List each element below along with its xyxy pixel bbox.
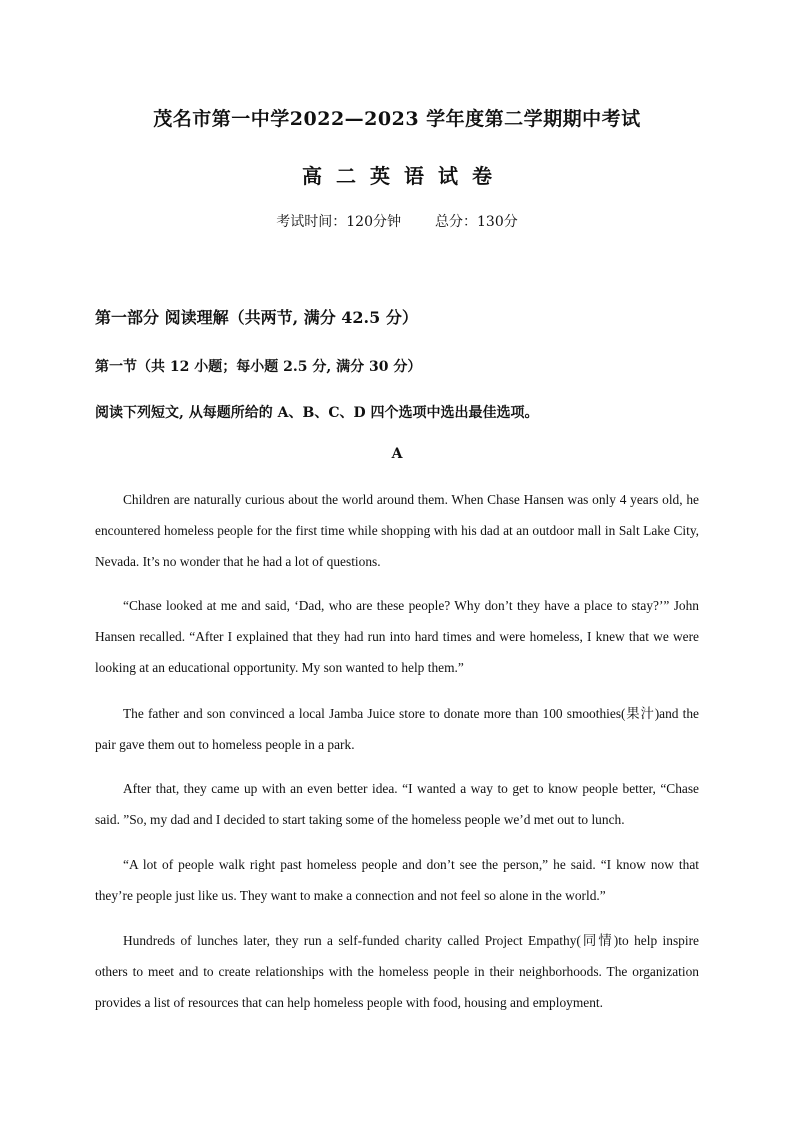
- passage-paragraph: The father and son convinced a local Jamba Juice store to donate more than 100 smoothies(果汁)and the pair gave them out to homeless people in a park.: [95, 706, 699, 752]
- passage-paragraph: After that, they came up with an even better idea. “I wanted a way to get to know people better, “Chase said. ”So, my dad and I decided to start taking some of the homeless people we’d met out to lunch.: [95, 781, 699, 827]
- part-heading: 第一部分 阅读理解（共两节, 满分 42.5 分）: [95, 308, 418, 327]
- exam-title: 茂名市第一中学2022—2023 学年度第二学期期中考试: [153, 108, 641, 130]
- section-heading: 第一节（共 12 小题；每小题 2.5 分, 满分 30 分）: [95, 359, 422, 375]
- passage-label: A: [391, 446, 403, 462]
- exam-subtitle: 高二英语试卷: [302, 164, 506, 188]
- instruction-text: 阅读下列短文, 从每题所给的 A、B、C、D 四个选项中选出最佳选项。: [95, 405, 539, 421]
- exam-total-score: 总分：130分: [435, 214, 518, 230]
- passage-paragraph: “Chase looked at me and said, ‘Dad, who are these people? Why don’t they have a place to stay?’” John Hansen recalled. “After I explained that they had run into hard times and were homeless, I knew that we were looking at an educational opportunity. My son wanted to help them.”: [95, 598, 699, 675]
- passage-paragraph: Hundreds of lunches later, they run a self-funded charity called Project Empathy(同情)to help inspire others to meet and to create relationships with the homeless people in their neighborhoods. The organization provides a list of resources that can help homeless people with food, housing and employment.: [95, 933, 699, 1010]
- exam-time: 考试时间：120分钟: [276, 214, 401, 230]
- passage-paragraph: “A lot of people walk right past homeless people and don’t see the person,” he said. “I know now that they’re people just like us. They want to make a connection and not feel so alone in the world.”: [95, 857, 699, 903]
- exam-meta: [0, 211, 794, 231]
- passage-paragraph: Children are naturally curious about the world around them. When Chase Hansen was only 4 years old, he encountered homeless people for the first time while shopping with his dad at an outdoor mall in Salt Lake City, Nevada. It’s no wonder that he had a lot of questions.: [95, 492, 699, 569]
